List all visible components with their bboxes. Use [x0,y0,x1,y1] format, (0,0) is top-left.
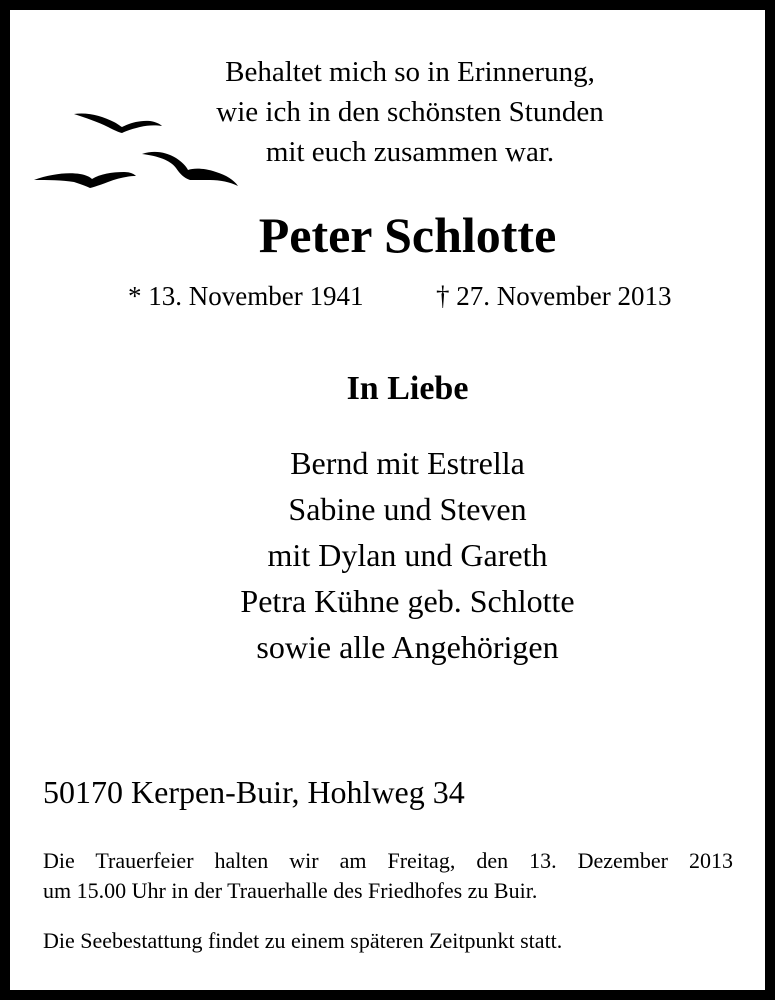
mourner-line: mit Dylan und Gareth [267,537,548,573]
death-date: † 27. November 2013 [436,281,672,311]
mourner-line: Bernd mit Estrella [290,445,525,481]
deceased-name: Peter Schlotte [258,207,557,263]
mourners-list [0,440,775,670]
birth-date: * 13. November 1941 [128,281,364,311]
verse-line: mit euch zusammen war. [265,136,555,168]
bird-top [74,113,162,133]
memorial-verse [160,52,660,172]
service-line: um 15.00 Uhr in der Trauerhalle des Friedhofes zu Buir. [43,878,538,903]
bird-left [34,172,136,188]
mourner-line: sowie alle Angehörigen [256,629,559,665]
verse-line: wie ich in den schönsten Stunden [216,96,604,128]
service-line: Die Trauerfeier halten wir am Freitag, den 13. Dezember 2013 [43,848,733,873]
mourner-line: Sabine und Steven [288,491,527,527]
funeral-service-info [43,846,733,906]
family-address: 50170 Kerpen-Buir, Hohlweg 34 [43,774,465,810]
mourners-heading: In Liebe [346,370,469,407]
sea-burial-note: Die Seebestattung findet zu einem späteren Zeitpunkt statt. [43,928,563,953]
verse-line: Behaltet mich so in Erinnerung, [225,56,595,88]
mourner-line: Petra Kühne geb. Schlotte [240,583,575,619]
